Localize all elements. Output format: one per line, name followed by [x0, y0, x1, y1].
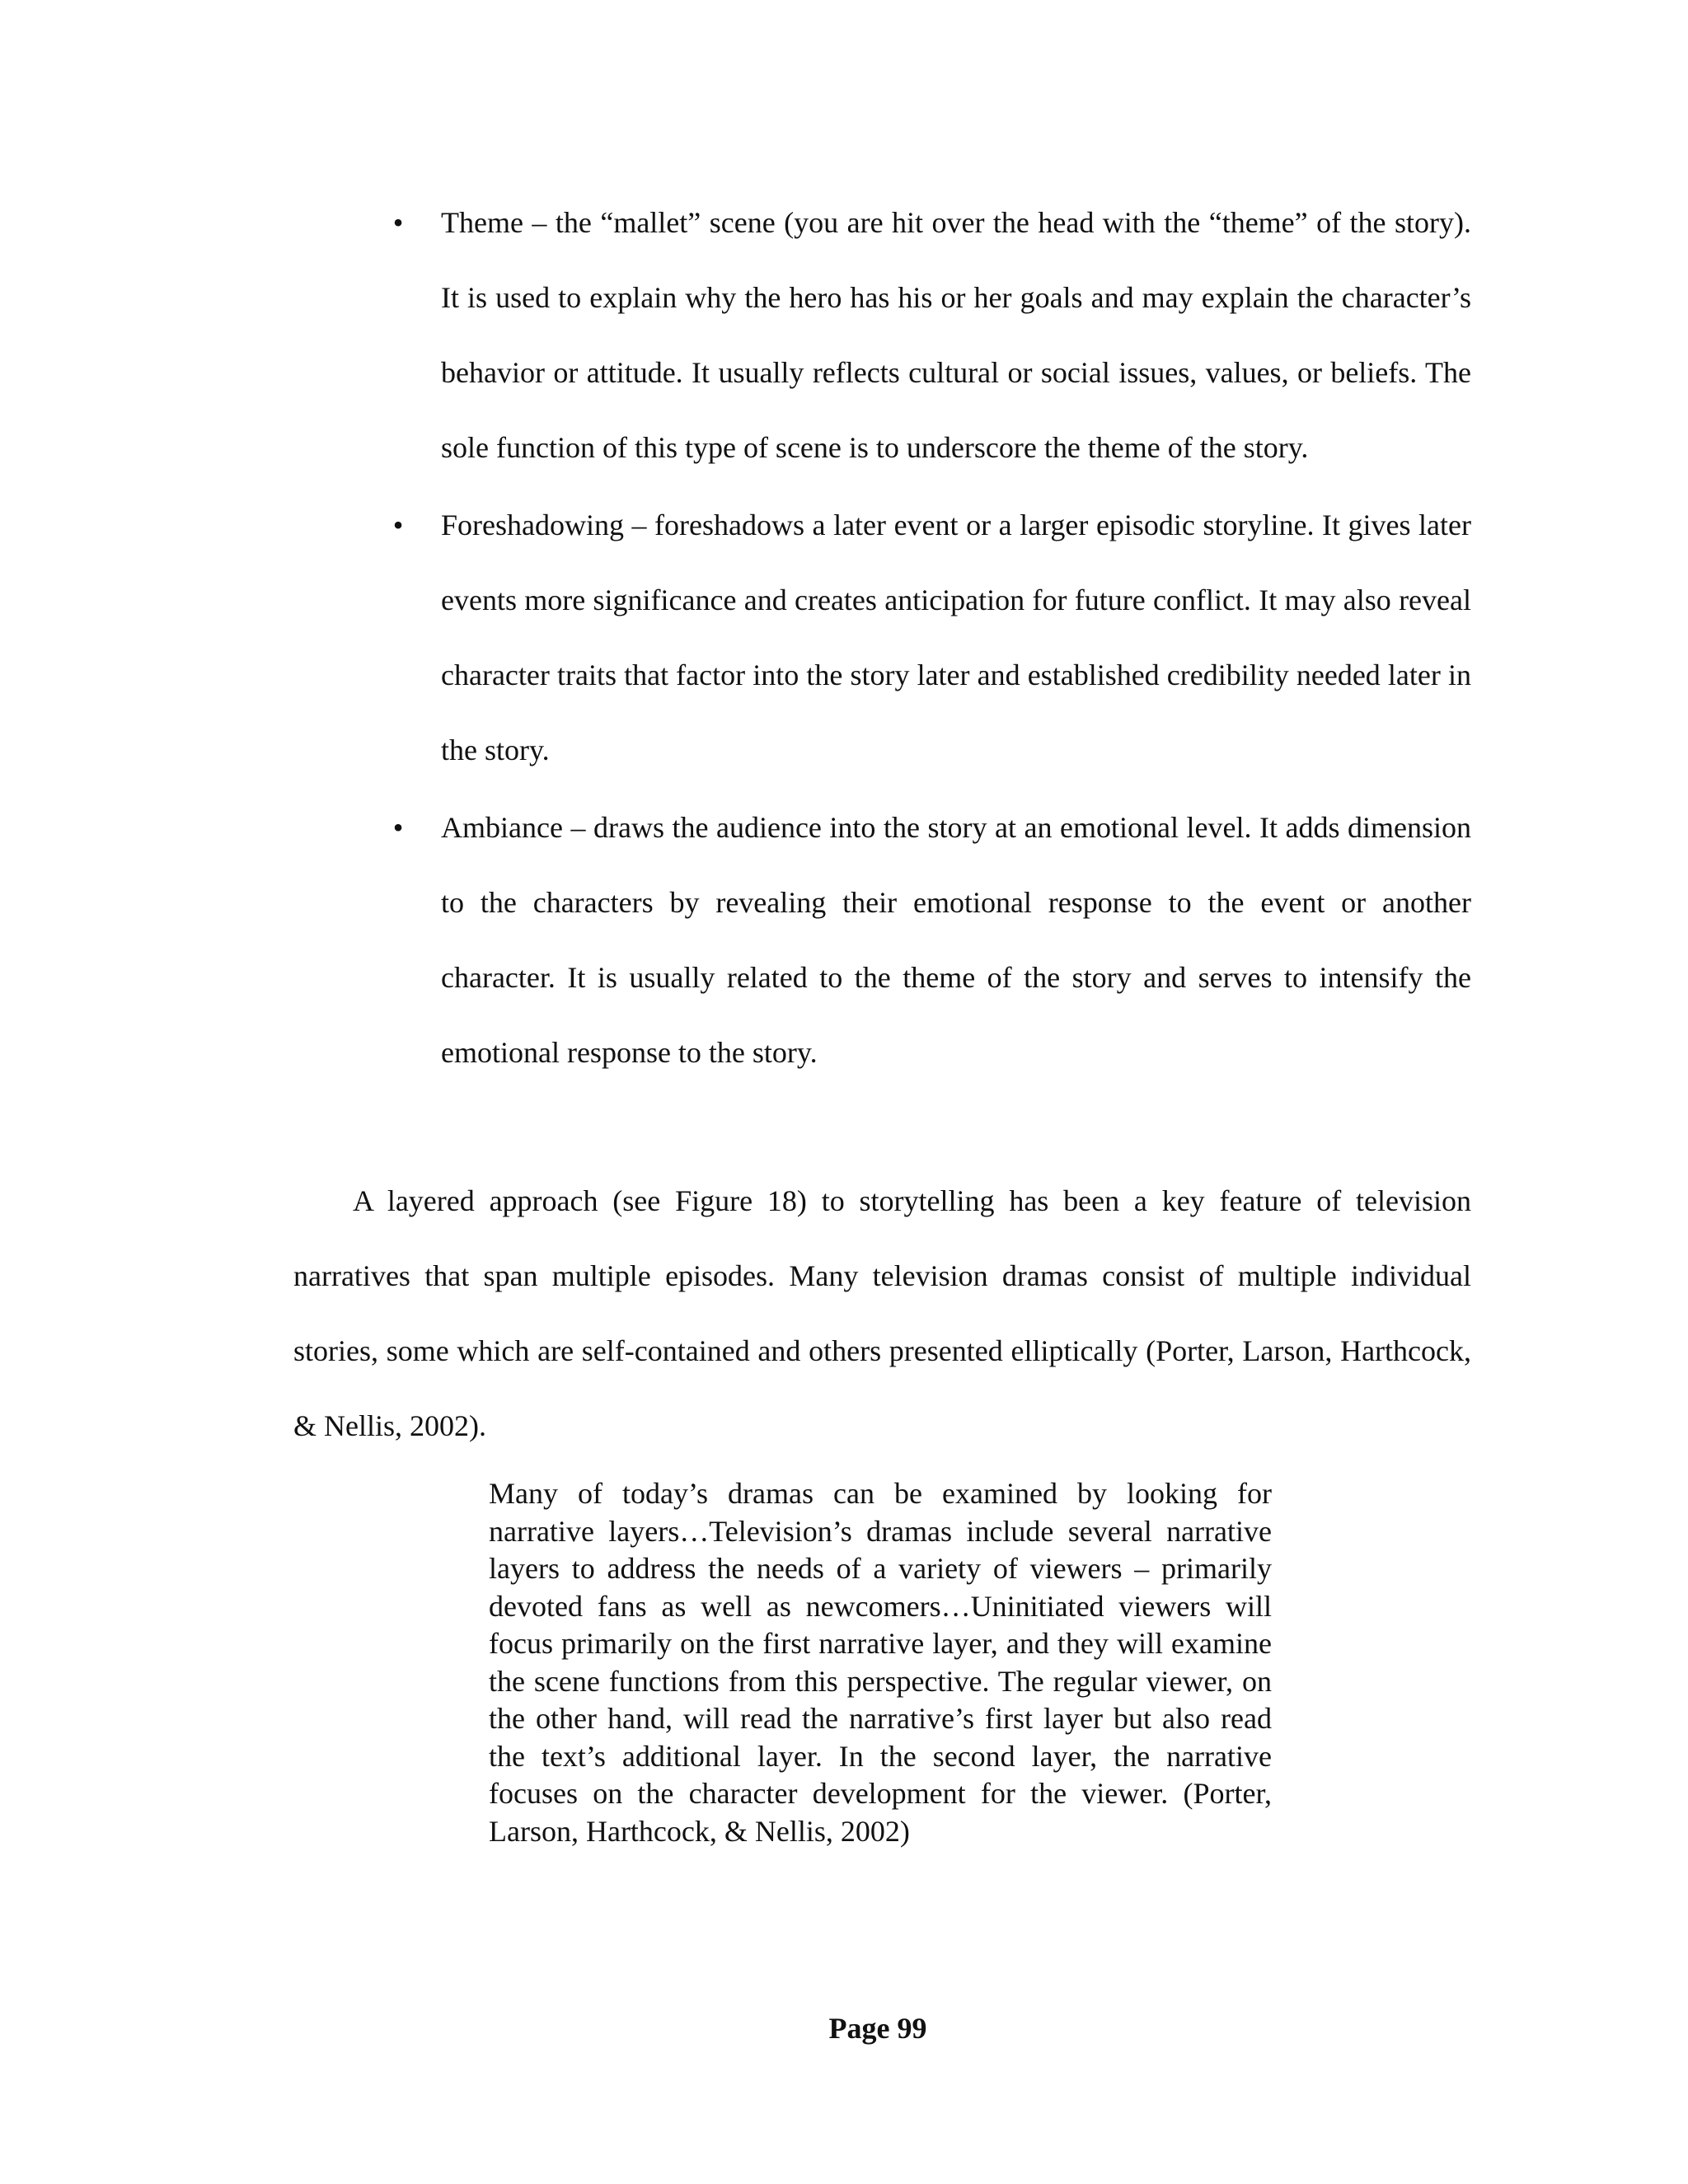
list-item-ambiance	[392, 790, 1471, 1090]
bullet-icon: •	[392, 811, 404, 844]
page-number: Page 99	[828, 2012, 927, 2045]
scene-function-list	[392, 185, 1471, 1093]
list-item-text: Ambiance – draws the audience into the story at an emotional level. It adds dimension to the characters by revealing their emotional response to the event or another character. It is usually related to the theme of the story and serves to intensify the emotional response to the story.	[441, 811, 1471, 1069]
list-item-text: Theme – the “mallet” scene (you are hit over the head with the “theme” of the story). It is used to explain why the hero has his or her goals and may explain the character’s behavior or attitude. It usually reflects cultural or social issues, values, or beliefs. The sole function of this type of scene is to underscore the theme of the story.	[441, 206, 1471, 464]
bullet-icon: •	[392, 509, 404, 541]
block-quote: Many of today’s dramas can be examined by looking for narrative layers…Television’s dramas include several narrative layers to address the needs of a variety of viewers – primarily devoted fans as well as newcomers…Uninitiated viewers will focus primarily on the first narrative layer, and they will examine the scene functions from this perspective. The regular viewer, on the other hand, will read the narrative’s first layer but also read the text’s additional layer. In the second layer, the narrative focuses on the character development for the viewer. (Porter, Larson, Harthcock, & Nellis, 2002)	[489, 1477, 1272, 1848]
bullet-icon: •	[392, 206, 404, 239]
body-paragraph: A layered approach (see Figure 18) to storytelling has been a key feature of television narratives that span multiple episodes. Many television dramas consist of multiple individual stories, some which are self-contained and others presented elliptically (Porter, Larson, Harthcock, & Nellis, 2002).	[293, 1184, 1471, 1442]
list-item-text: Foreshadowing – foreshadows a later event or a larger episodic storyline. It gives later events more significance and creates anticipation for future conflict. It may also reveal character traits that factor into the story later and established credibility needed later in the story.	[441, 509, 1471, 766]
list-item-theme	[392, 185, 1471, 485]
list-item-foreshadowing	[392, 488, 1471, 788]
